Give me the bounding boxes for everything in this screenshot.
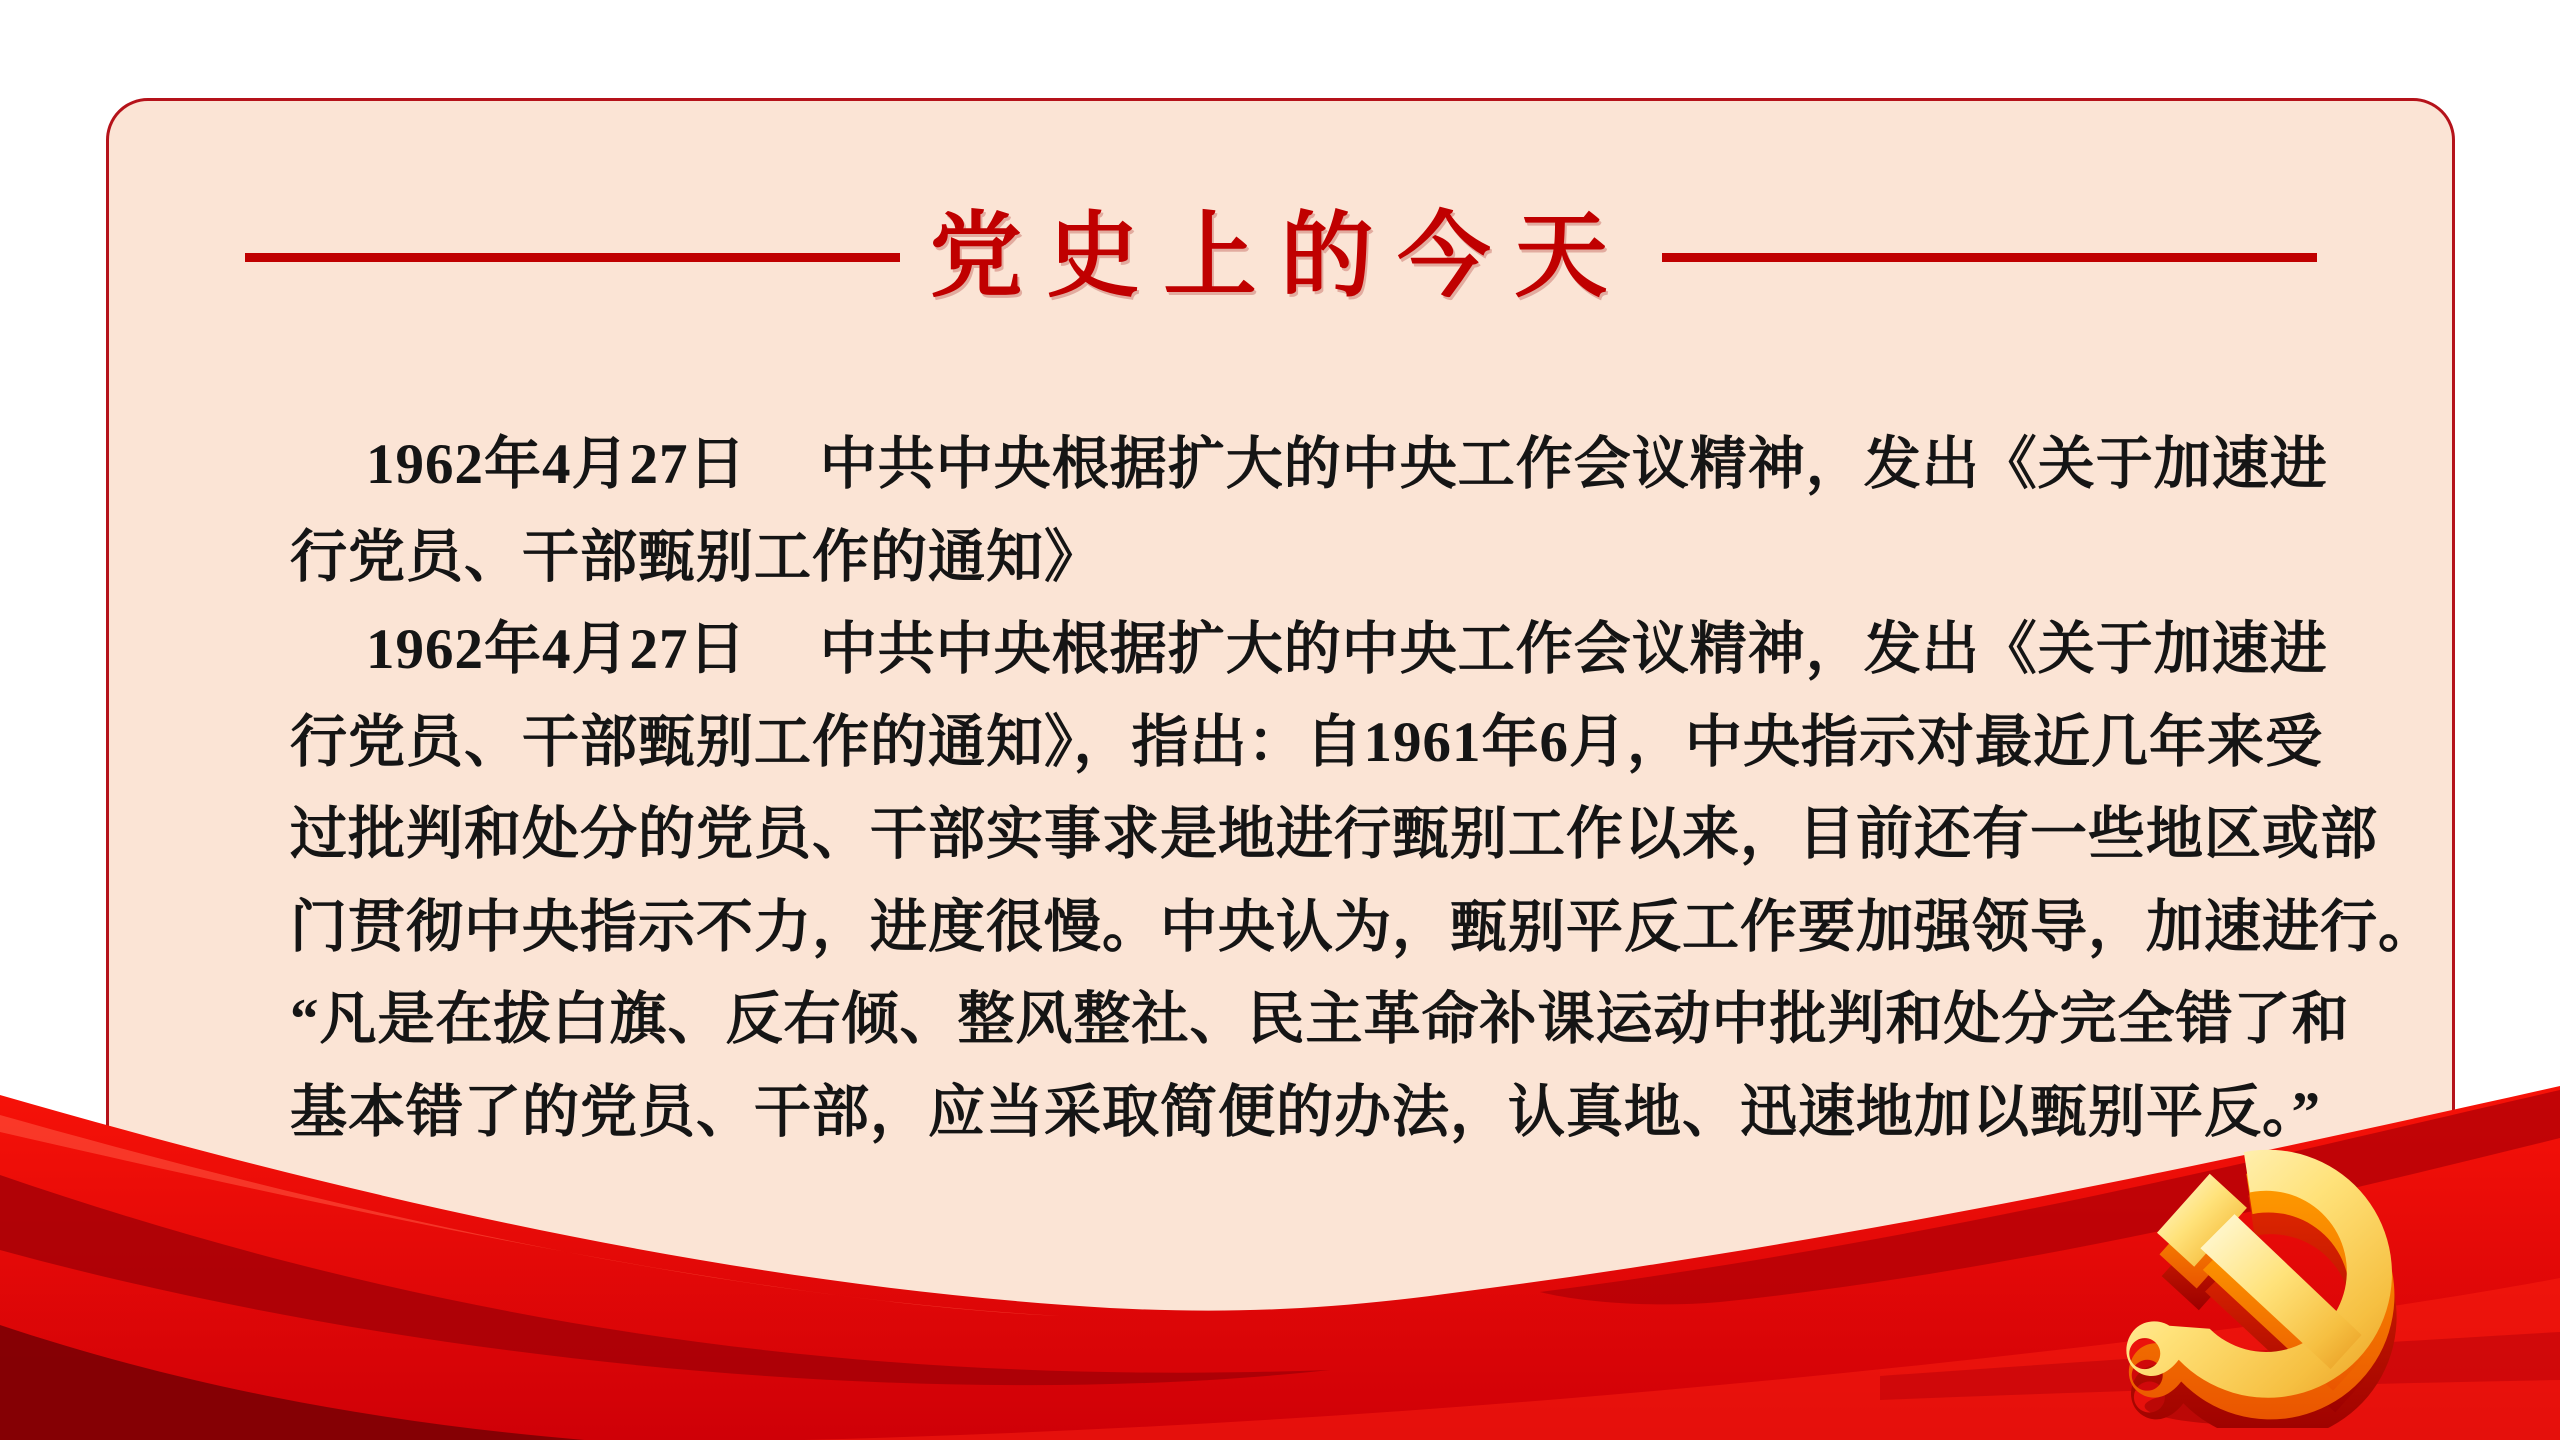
- text-line: 行党员、干部甄别工作的通知》，指出：自1961年6月，中央指示对最近几年来受: [290, 710, 2323, 774]
- text-line: 基本错了的党员、干部，应当采取简便的办法，认真地、迅速地加以甄别平反。”: [290, 1080, 2321, 1144]
- page-title: 党史上的今天: [929, 205, 1632, 309]
- title-rule-right: [1662, 253, 2317, 262]
- text-line: 门贯彻中央指示不力，进度很慢。中央认为，甄别平反工作要加强领导，加速进行。: [290, 895, 2436, 959]
- text-line: 1962年4月27日 中共中央根据扩大的中央工作会议精神，发出《关于加速进: [366, 618, 2328, 681]
- text-line: “凡是在拔白旗、反右倾、整风整社、民主革命补课运动中批判和处分完全错了和: [290, 988, 2350, 1051]
- text-line: 行党员、干部甄别工作的通知》: [290, 525, 1102, 589]
- title-row: [106, 198, 2455, 316]
- party-emblem-icon: [2095, 1118, 2405, 1428]
- text-line: 过批判和处分的党员、干部实事求是地进行甄别工作以来，目前还有一些地区或部: [290, 803, 2378, 866]
- body-paragraph: [290, 419, 2436, 1159]
- title-rule-left: [245, 253, 900, 262]
- text-line: 1962年4月27日 中共中央根据扩大的中央工作会议精神，发出《关于加速进: [366, 433, 2328, 496]
